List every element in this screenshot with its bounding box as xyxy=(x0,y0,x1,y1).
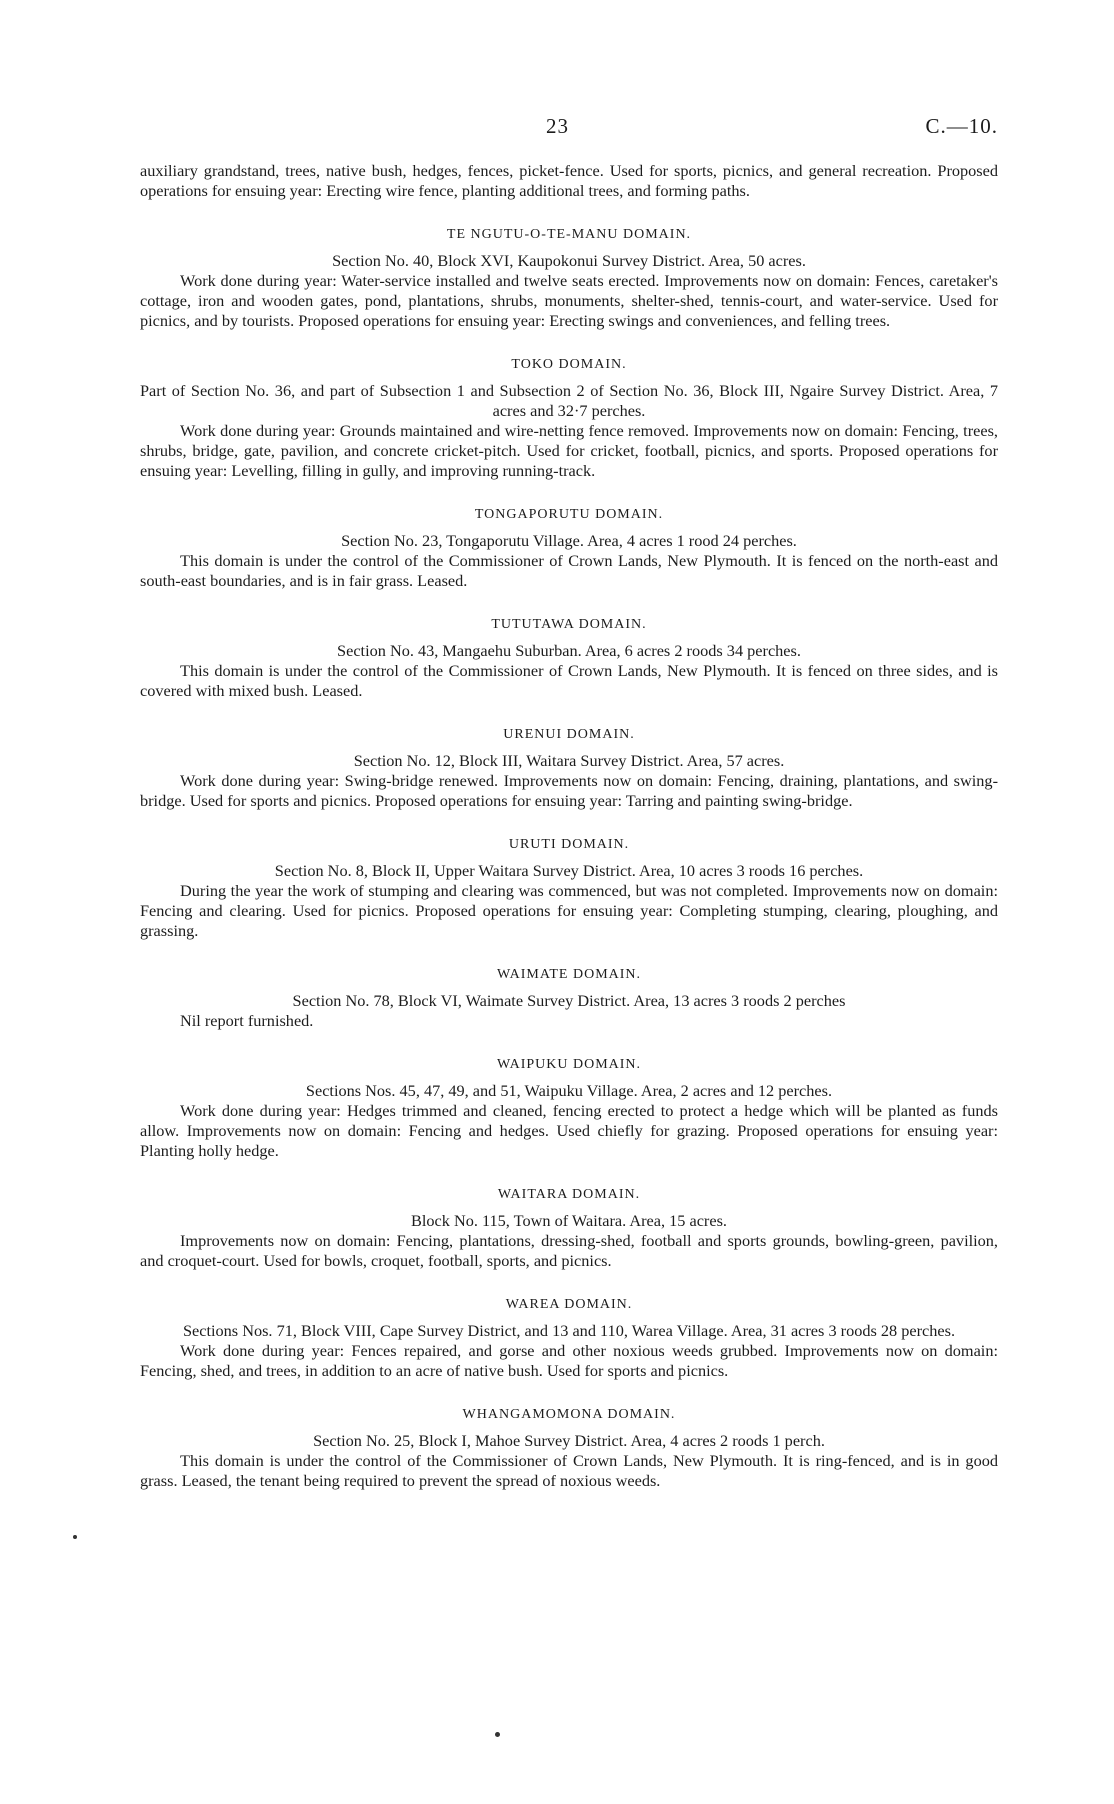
document-reference: C.—10. xyxy=(925,114,998,138)
domain-title: TOKO DOMAIN. xyxy=(511,357,627,372)
domain-section-waimate xyxy=(140,965,998,1031)
domain-legal-description: Sections Nos. 45, 47, 49, and 51, Waipuku Village. Area, 2 acres and 12 perches. xyxy=(305,1081,833,1100)
domain-title: WAIMATE DOMAIN. xyxy=(496,967,642,982)
scan-speck xyxy=(495,1732,500,1737)
domain-section-toko xyxy=(140,355,998,481)
domain-section-tututawa xyxy=(140,615,998,701)
domain-section-te-ngutu-o-te-manu xyxy=(140,225,998,331)
domain-legal-description: Sections Nos. 71, Block VIII, Cape Survey District, and 13 and 110, Warea Village. Area, 31 acres 3 roods 28 perches. xyxy=(182,1321,956,1340)
domain-report: Work done during year: Water-service installed and twelve seats erected. Improvements now on domain: Fences, caretaker's cottage, iron and wooden gates, pond, plantations, shrubs, monuments, shelter-shed, tennis-court, and water-service. Used for picnics, and by tourists. Proposed operations for ensuing year: Erecting swings and conveniences, and felling trees. xyxy=(140,271,998,330)
domain-section-whangamomona xyxy=(140,1405,998,1491)
domain-report: During the year the work of stumping and clearing was commenced, but was not completed. Improvements now on domain: Fencing and clearing. Used for picnics. Proposed operations for ensuing year: Completing stumping, clearing, ploughing, and grassing. xyxy=(140,881,998,940)
domain-legal-description: Section No. 25, Block I, Mahoe Survey District. Area, 4 acres 2 roods 1 perch. xyxy=(313,1431,825,1450)
domain-title: TE NGUTU-O-TE-MANU DOMAIN. xyxy=(446,227,692,242)
domain-title: WAITARA DOMAIN. xyxy=(497,1187,641,1202)
domain-title: URUTI DOMAIN. xyxy=(508,837,630,852)
domain-report: This domain is under the control of the Commissioner of Crown Lands, New Plymouth. It is ring-fenced, and is in good grass. Leased, the tenant being required to prevent the spread of noxious weeds. xyxy=(140,1451,998,1490)
domain-legal-description: Section No. 23, Tongaporutu Village. Area, 4 acres 1 rood 24 perches. xyxy=(341,531,797,550)
domain-section-waitara xyxy=(140,1185,998,1271)
domain-legal-description: Section No. 43, Mangaehu Suburban. Area, 6 acres 2 roods 34 perches. xyxy=(337,641,801,660)
domain-report: Improvements now on domain: Fencing, plantations, dressing-shed, football and sports grounds, bowling-green, pavilion, and croquet-court. Used for bowls, croquet, football, sports, and picnics. xyxy=(140,1231,998,1270)
intro-paragraph: auxiliary grandstand, trees, native bush, hedges, fences, picket-fence. Used for sports, picnics, and general recreation. Proposed operations for ensuing year: Erecting wire fence, planting additional trees, and forming paths. xyxy=(140,161,998,200)
domain-legal-description: Section No. 8, Block II, Upper Waitara Survey District. Area, 10 acres 3 roods 16 perches. xyxy=(274,861,864,880)
domain-section-tongaporutu xyxy=(140,505,998,591)
domain-title: WHANGAMOMONA DOMAIN. xyxy=(462,1407,676,1422)
scan-speck xyxy=(73,1535,77,1539)
page-content xyxy=(140,161,998,1491)
domain-legal-description: Section No. 12, Block III, Waitara Survey District. Area, 57 acres. xyxy=(353,751,785,770)
domain-title: WAIPUKU DOMAIN. xyxy=(496,1057,642,1072)
domain-legal-description: Section No. 40, Block XVI, Kaupokonui Survey District. Area, 50 acres. xyxy=(332,251,806,270)
domain-section-uruti xyxy=(140,835,998,941)
domain-section-urenui xyxy=(140,725,998,811)
domain-legal-description: Section No. 78, Block VI, Waimate Survey District. Area, 13 acres 3 roods 2 perches xyxy=(292,991,846,1010)
domain-report: Work done during year: Fences repaired, and gorse and other noxious weeds grubbed. Improvements now on domain: Fencing, shed, and trees, in addition to an acre of native bush. Used for sports and picnics. xyxy=(140,1341,998,1380)
domain-title: URENUI DOMAIN. xyxy=(503,727,635,742)
domain-report: Work done during year: Grounds maintained and wire-netting fence removed. Improvements now on domain: Fencing, trees, shrubs, bridge, gate, pavilion, and concrete cricket-pitch. Used for cricket, football, picnics, and sports. Proposed operations for ensuing year: Levelling, filling in gully, and improving running-track. xyxy=(140,421,998,480)
page-header xyxy=(140,114,998,144)
domain-report: Nil report furnished. xyxy=(180,1011,314,1030)
domain-report: Work done during year: Hedges trimmed and cleaned, fencing erected to protect a hedge which will be planted as funds allow. Improvements now on domain: Fencing and hedges. Used chiefly for grazing. Proposed operations for ensuing year: Planting holly hedge. xyxy=(140,1101,998,1160)
domain-legal-description: Part of Section No. 36, and part of Subsection 1 and Subsection 2 of Section No. 36, Block III, Ngaire Survey District. Area, 7 acres and 32·7 perches. xyxy=(140,381,998,420)
domain-section-waipuku xyxy=(140,1055,998,1161)
domain-report: Work done during year: Swing-bridge renewed. Improvements now on domain: Fencing, draining, plantations, and swing-bridge. Used for sports and picnics. Proposed operations for ensuing year: Tarring and painting swing-bridge. xyxy=(140,771,998,810)
domain-report: This domain is under the control of the Commissioner of Crown Lands, New Plymouth. It is fenced on three sides, and is covered with mixed bush. Leased. xyxy=(140,661,998,700)
domain-section-warea xyxy=(140,1295,998,1381)
domain-title: TONGAPORUTU DOMAIN. xyxy=(474,507,664,522)
domain-title: WAREA DOMAIN. xyxy=(505,1297,633,1312)
domain-report: This domain is under the control of the Commissioner of Crown Lands, New Plymouth. It is fenced on the north-east and south-east boundaries, and is in fair grass. Leased. xyxy=(140,551,998,590)
domain-title: TUTUTAWA DOMAIN. xyxy=(491,617,647,632)
page-number: 23 xyxy=(546,114,569,138)
domain-legal-description: Block No. 115, Town of Waitara. Area, 15 acres. xyxy=(410,1211,727,1230)
